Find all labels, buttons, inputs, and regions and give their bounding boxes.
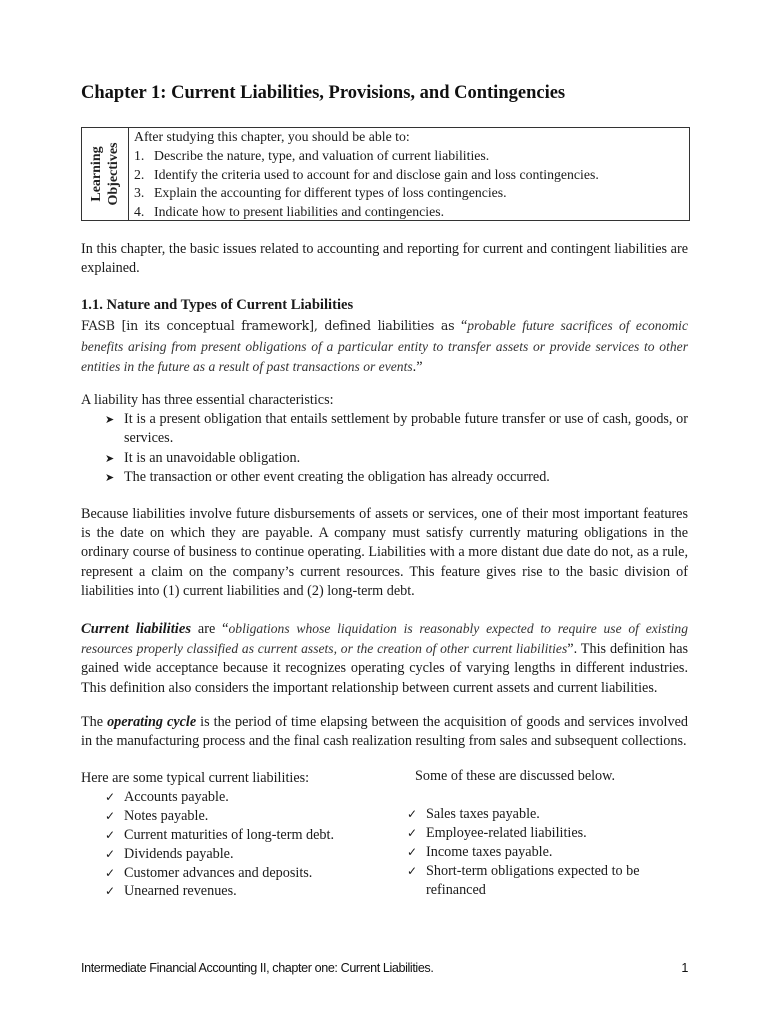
learning-objective-item [134, 147, 685, 166]
learning-objectives-intro: After studying this chapter, you should be able to: [134, 129, 410, 144]
learning-objectives-vertical-label [88, 143, 122, 206]
fasb-quote: probable future sacrifices of economic benefits arising from present obligations of a particular entity to transfer assets or provide services to other entities in the future as a result of past transactions or events [81, 318, 688, 374]
learning-objectives-content [134, 128, 685, 222]
side-label-line-2: Objectives [106, 142, 121, 206]
check-icon: ✓ [105, 846, 116, 861]
liability-text: Employee-related liabilities. [426, 824, 587, 841]
characteristics-section [81, 391, 688, 487]
objective-number: 3. [134, 185, 145, 201]
objective-number: 2. [134, 166, 145, 182]
liability-item [105, 807, 401, 826]
check-icon: ✓ [105, 808, 116, 823]
learning-objective-item [134, 203, 685, 222]
liability-text: Sales taxes payable. [426, 805, 540, 822]
close-quote: .” [412, 359, 423, 375]
objective-text: Explain the accounting for different types of loss contingencies. [154, 185, 507, 201]
characteristic-item [105, 468, 688, 487]
check-icon: ✓ [407, 863, 418, 878]
current-liabilities-definition [81, 619, 688, 698]
liability-text: Accounts payable. [124, 788, 229, 805]
footer-text: Intermediate Financial Accounting II, chapter one: Current Liabilities. [81, 961, 434, 975]
liability-item [105, 864, 401, 883]
definition-continuation: ”. This definition has gained wide acceptance because it recognizes operating cycles of varying lengths in different industries. This definition also considers the important relationship between current assets and current liabilities. [81, 641, 689, 696]
page-footer [81, 961, 688, 975]
liability-text: Current maturities of long-term debt. [124, 826, 334, 843]
learning-objective-item [134, 166, 685, 185]
disbursement-paragraph: Because liabilities involve future disbursements of assets or services, one of their most important features is the date on which they are payable. A company must satisfy currently maturing obligations in the ordinary course of business to continue operating. Liabilities with a more distant due date do not, as a rule, represent a claim on the company’s current resources. This feature gives rise to the basic division of liabilities into (1) current liabilities and (2) long-term debt. [81, 506, 688, 599]
discussed-below-note: Some of these are discussed below. [415, 768, 616, 784]
check-icon: ✓ [407, 825, 418, 840]
arrow-bullet-icon: ➤ [105, 451, 115, 465]
learning-objectives-side-label [82, 128, 129, 220]
current-liabilities-quote: obligations whose liquidation is reasonably expected to require use of existing resources properly classified as current assets, or the creation of other current liabilities [81, 621, 689, 657]
typical-liabilities-right-column [407, 767, 697, 899]
current-liabilities-term: Current liabilities [81, 621, 192, 637]
intro-paragraph: In this chapter, the basic issues related to accounting and reporting for current and contingent liabilities are explained. [81, 241, 688, 277]
arrow-bullet-icon: ➤ [105, 470, 115, 484]
characteristic-item [105, 449, 688, 468]
liability-item [105, 845, 401, 864]
typical-liabilities-left-list [105, 788, 401, 901]
liability-text: Dividends payable. [124, 845, 234, 862]
liability-item [407, 843, 697, 862]
section-heading-1-1: 1.1. Nature and Types of Current Liabilities [81, 297, 354, 313]
operating-cycle-term: operating cycle [107, 714, 197, 730]
check-icon: ✓ [105, 789, 116, 804]
liability-text: Income taxes payable. [426, 843, 553, 860]
liability-item [105, 788, 401, 807]
liability-item [105, 826, 401, 845]
liability-item [407, 824, 697, 843]
check-icon: ✓ [105, 865, 116, 880]
liability-text: Short-term obligations expected to be refinanced [426, 862, 640, 898]
fasb-definition-paragraph [81, 316, 688, 378]
liability-text: Unearned revenues. [124, 883, 237, 900]
objective-text: Identify the criteria used to account for and disclose gain and loss contingencies. [154, 166, 599, 182]
side-label-line-1: Learning [89, 146, 104, 202]
learning-objectives-box [81, 127, 690, 221]
check-icon: ✓ [407, 844, 418, 859]
learning-objective-item [134, 184, 685, 203]
arrow-bullet-icon: ➤ [105, 413, 115, 427]
definition-connector: are “ [191, 621, 229, 637]
fasb-lead-text: FASB [in its conceptual framework], defined liabilities as [81, 318, 455, 333]
operating-cycle-paragraph [81, 713, 688, 751]
characteristics-list [105, 410, 688, 487]
check-icon: ✓ [105, 884, 116, 899]
typical-liabilities-right-list [407, 805, 697, 900]
check-icon: ✓ [407, 806, 418, 821]
liability-item [407, 805, 697, 824]
chapter-title: Chapter 1: Current Liabilities, Provisions, and Contingencies [81, 83, 566, 103]
objective-number: 4. [134, 204, 145, 220]
liability-text: Customer advances and deposits. [124, 864, 313, 881]
characteristic-text: The transaction or other event creating the obligation has already occurred. [124, 468, 550, 485]
typical-liabilities-left-column [81, 769, 401, 901]
check-icon: ✓ [105, 827, 116, 842]
characteristic-item [105, 410, 688, 448]
liability-item [407, 862, 666, 900]
objective-number: 1. [134, 147, 145, 163]
typical-liabilities-intro: Here are some typical current liabilities: [81, 770, 310, 786]
objective-text: Describe the nature, type, and valuation of current liabilities. [154, 147, 490, 163]
liability-text: Notes payable. [124, 807, 209, 824]
liability-item [105, 882, 401, 901]
characteristic-text: It is a present obligation that entails settlement by probable future transfer or use of cash, goods, or services. [124, 411, 688, 447]
operating-cycle-rest: is the period of time elapsing between the acquisition of goods and services involved in the manufacturing process and the final cash realization resulting from sales and subsequent collections. [81, 714, 688, 750]
page-number: 1 [681, 961, 688, 975]
open-quote: “ [454, 318, 468, 334]
operating-cycle-lead: The [81, 714, 108, 730]
characteristic-text: It is an unavoidable obligation. [124, 449, 301, 466]
objective-text: Indicate how to present liabilities and contingencies. [154, 204, 445, 220]
characteristics-intro: A liability has three essential characteristics: [81, 392, 334, 408]
